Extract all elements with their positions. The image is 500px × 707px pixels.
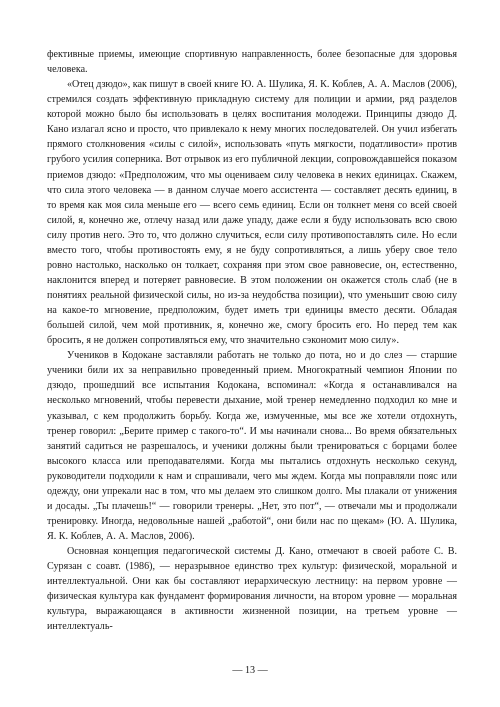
paragraph-2: «Отец дзюдо», как пишут в своей книге Ю. А. Шулика, Я. К. Коблев, А. А. Маслов (2006), стремился создать эффективную прикладную систему для полиции и армии, ряд разделов которой можно было бы использовать в целях воспитания молодежи. Принципы дзюдо Д. Кано излагал ясно и просто, что привлекало к нему многих последователей. Он учил избегать прямого столкновения «силы с силой», использовать «путь мягкости, податливости» против грубого усилия соперника. Вот отрывок из его публичной лекции, сопровождавшейся показом приемов дзюдо: «Предположим, что мы оцениваем силу человека в неких единицах. Скажем, что сила этого человека — в данном случае моего ассистента — составляет десять единиц, в то время как моя сила меньше его — всего семь единиц. Если он толкнет меня со всей своей силой, я, конечно же, отлечу назад или даже упаду, даже если я буду использовать всю свою силу против него. Это то, что должно случиться, если силу противопоставлять силе. Но если вместо того, чтобы противостоять ему, я не буду сопротивляться, а лишь уберу свое тело ровно настолько, насколько он толкает, сохраняя при этом свое равновесие, он, естественно, наклонится вперед и потеряет равновесие. В этом положении он окажется столь слаб (не в понятиях реальной физической силы, но из-за неудобства позиции), что уменьшит свою силу на какое-то мгновение, предположим, будет иметь три единицы вместо десяти. Обладая большей силой, чем мой противник, я, конечно же, смогу бросить его. Но перед тем как бросить, я не должен сопротивляться ему, что значительно сэкономит мою силу». <box>47 79 457 347</box>
paragraph-1: фективные приемы, имеющие спортивную направленность, более безопасные для здоровья человека. <box>47 49 457 76</box>
page-number: — 13 — <box>232 665 268 676</box>
paragraph-3: Учеников в Кодокане заставляли работать не только до пота, но и до слез — старшие ученики били их за неправильно проведенный прием. Многократный чемпион Японии по дзюдо, прошедший все испытания Кодокана, вспоминал: «Когда я останавливался на несколько мгновений, чтобы перевести дыхание, мой тренер немедленно подходил ко мне и указывал, с кем продолжить борьбу. Когда же, измученные, мы все же хотели отдохнуть, тренер говорил: „Берите пример с такого-то“. И мы начинали снова... Во время обязательных занятий садиться не разрешалось, и ученики должны были тренироваться с борцами более высокого класса или преподавателями. Когда мы пытались отдохнуть несколько секунд, руководители подходили к нам и спрашивали, чего мы ждем. Когда мы поправляли пояс или одежду, они упрекали нас в том, что мы делаем это слишком долго. Мы плакали от унижения и досады. „Ты плачешь!“ — говорили тренеры. „Нет, это пот“, — отвечали мы и продолжали тренировку. Иногда, недовольные нашей „работой“, они били нас по щекам» (Ю. А. Шулика, Я. К. Коблев, А. А. Маслов, 2006). <box>47 350 457 542</box>
paragraph-4: Основная концепция педагогической системы Д. Кано, отмечают в своей работе С. В. Сурязан с соавт. (1986), — неразрывное единство трех культур: физической, моральной и интеллектуальной. Они как бы составляют иерархическую лестницу: на первом уровне — физическая культура как фундамент формирования личности, на втором уровне — моральная культура, выражающаяся в активности жизненной позиции, на третьем уровне — интеллектуаль- <box>47 546 457 633</box>
document-body <box>47 47 457 634</box>
